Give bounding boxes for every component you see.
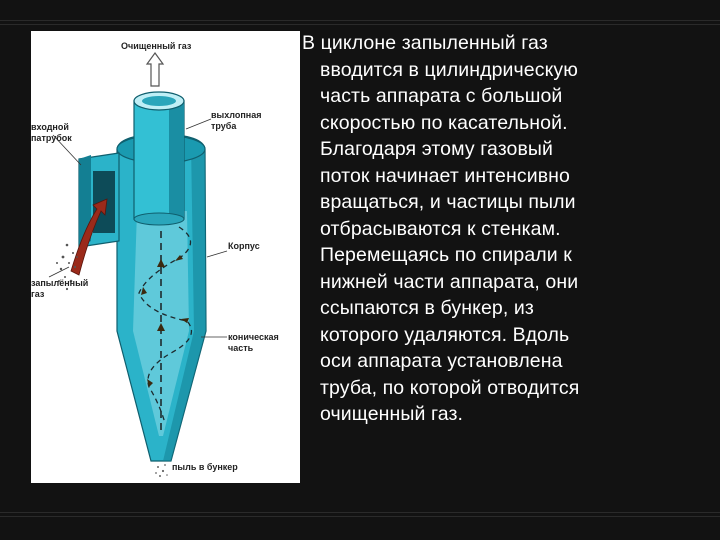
label-dusty-gas-line2: газ [31, 289, 45, 299]
label-exhaust-pipe [211, 110, 261, 132]
text-line: которого удаляются. Вдоль [320, 323, 570, 346]
text-line: оси аппарата установлена [320, 350, 563, 372]
exhaust-pipe-inner [142, 96, 176, 106]
label-clean-gas: Очищенный газ [121, 41, 192, 51]
label-inlet-line2: патрубок [31, 133, 72, 143]
text-line: поток начинает интенсивно [320, 164, 570, 187]
background-line [0, 516, 720, 517]
label-body: Корпус [228, 241, 260, 251]
text-line: Перемещаясь по спирали к [320, 244, 572, 266]
dust-out-particles [155, 464, 168, 477]
label-conical-line1: коническая [228, 332, 279, 342]
background-line [0, 24, 720, 25]
cyclone-diagram [31, 31, 300, 483]
label-dusty-gas [31, 278, 88, 300]
label-inlet [31, 122, 72, 144]
label-inlet-line1: входной [31, 122, 69, 132]
clean-gas-arrow [147, 53, 163, 86]
text-line: часть аппарата с большой [320, 85, 563, 107]
text-line: ссыпаются в бункер, из [320, 297, 534, 319]
cyclone-drawing [31, 31, 300, 483]
text-line: скоростью по касательной. [320, 111, 568, 134]
text-line: нижней части аппарата, они [320, 270, 579, 293]
label-conical-line2: часть [228, 343, 254, 353]
label-conical-part [228, 332, 279, 354]
text-line: Благодаря этому газовый [320, 138, 554, 160]
label-dusty-gas-line1: запылённый [31, 278, 89, 288]
text-line: отбрасываются к стенкам. [320, 217, 561, 240]
label-exhaust-pipe-line2: труба [211, 121, 237, 131]
slide-body-text [302, 30, 702, 428]
text-line: вводится в цилиндрическую [320, 58, 578, 81]
background-line [0, 20, 720, 21]
label-exhaust-pipe-line1: выхлопная [211, 110, 262, 120]
text-line: труба, по которой отводится [320, 376, 580, 399]
text-line: В циклоне запыленный газ [302, 32, 548, 54]
exhaust-pipe-bottom [134, 213, 184, 225]
text-line: вращаться, и частицы пыли [320, 191, 576, 213]
exhaust-pipe-shading [169, 101, 184, 219]
label-dust-out: пыль в бункер [172, 462, 238, 472]
background-line [0, 512, 720, 513]
text-line: очищенный газ. [320, 403, 464, 425]
